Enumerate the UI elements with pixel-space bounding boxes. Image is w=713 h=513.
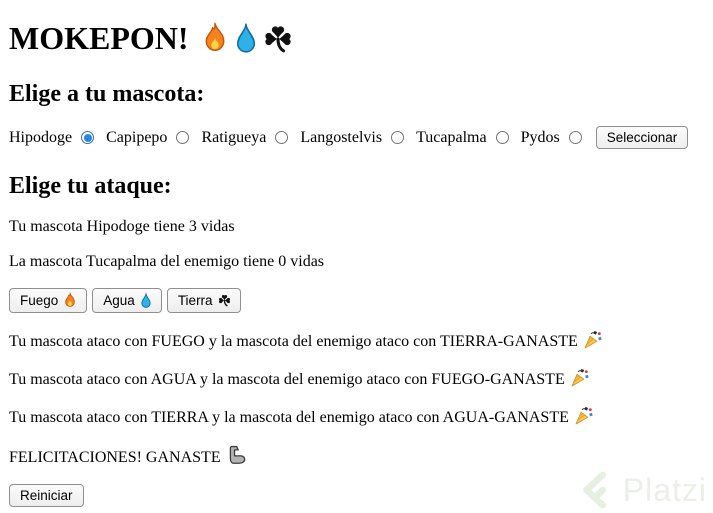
attack-button-label: Fuego (20, 293, 59, 308)
pet-option-label: Langostelvis (300, 128, 383, 146)
flexed-biceps-icon (226, 444, 248, 466)
pet-option-label: Pydos (520, 128, 560, 146)
attack-button-label: Agua (103, 293, 135, 308)
attack-button-label: Tierra (177, 293, 213, 308)
pet-option-label: Capipepo (106, 128, 168, 146)
platzi-logo-icon (579, 469, 613, 511)
fire-icon (201, 22, 229, 55)
attack-water-button[interactable] (92, 288, 162, 313)
restart-button[interactable]: Reiniciar (9, 484, 84, 507)
page-title-text: MOKEPON! (9, 20, 189, 56)
result-message (9, 444, 704, 467)
shamrock-icon (218, 294, 231, 307)
page-title (9, 20, 704, 57)
battle-message-text: Tu mascota ataco con FUEGO y la mascota del enemigo ataco con TIERRA-GANASTE (9, 333, 578, 350)
shamrock-icon (263, 24, 293, 54)
droplet-icon (140, 293, 152, 309)
party-popper-icon (583, 330, 603, 350)
pet-option-label: Hipodoge (9, 128, 73, 146)
mokepon-page (0, 20, 713, 513)
pet-radio[interactable] (176, 131, 189, 144)
battle-message-text: Tu mascota ataco con AGUA y la mascota del enemigo ataco con FUEGO-GANASTE (9, 371, 565, 388)
pet-option-label: Ratigueya (201, 128, 267, 146)
pet-option-label: Tucapalma (416, 128, 487, 146)
battle-message (9, 368, 704, 389)
attack-earth-button[interactable] (167, 288, 241, 313)
platzi-watermark-text: Platzi (622, 471, 707, 508)
fire-icon (63, 292, 77, 309)
party-popper-icon (574, 406, 594, 426)
pet-radio[interactable] (391, 131, 404, 144)
platzi-watermark (579, 469, 707, 511)
pet-radio[interactable] (569, 131, 582, 144)
attack-buttons-row (9, 288, 704, 313)
pet-radio[interactable] (275, 131, 288, 144)
attack-fire-button[interactable] (9, 288, 87, 313)
battle-message (9, 406, 704, 427)
party-popper-icon (570, 368, 590, 388)
enemy-lives-text: La mascota Tucapalma del enemigo tiene 0 vidas (9, 253, 325, 270)
player-lives-text: Tu mascota Hipodoge tiene 3 vidas (9, 218, 235, 235)
pet-options-row (9, 126, 704, 149)
battle-message-text: Tu mascota ataco con TIERRA y la mascota del enemigo ataco con AGUA-GANASTE (9, 409, 569, 426)
result-message-text: FELICITACIONES! GANASTE (9, 449, 221, 466)
choose-pet-heading: Elige a tu mascota: (9, 81, 205, 107)
select-pet-button[interactable]: Seleccionar (596, 126, 689, 149)
pet-radio[interactable] (496, 131, 509, 144)
droplet-icon (234, 23, 258, 55)
battle-message (9, 330, 704, 351)
pet-radio[interactable] (81, 131, 94, 144)
choose-attack-heading: Elige tu ataque: (9, 173, 172, 199)
